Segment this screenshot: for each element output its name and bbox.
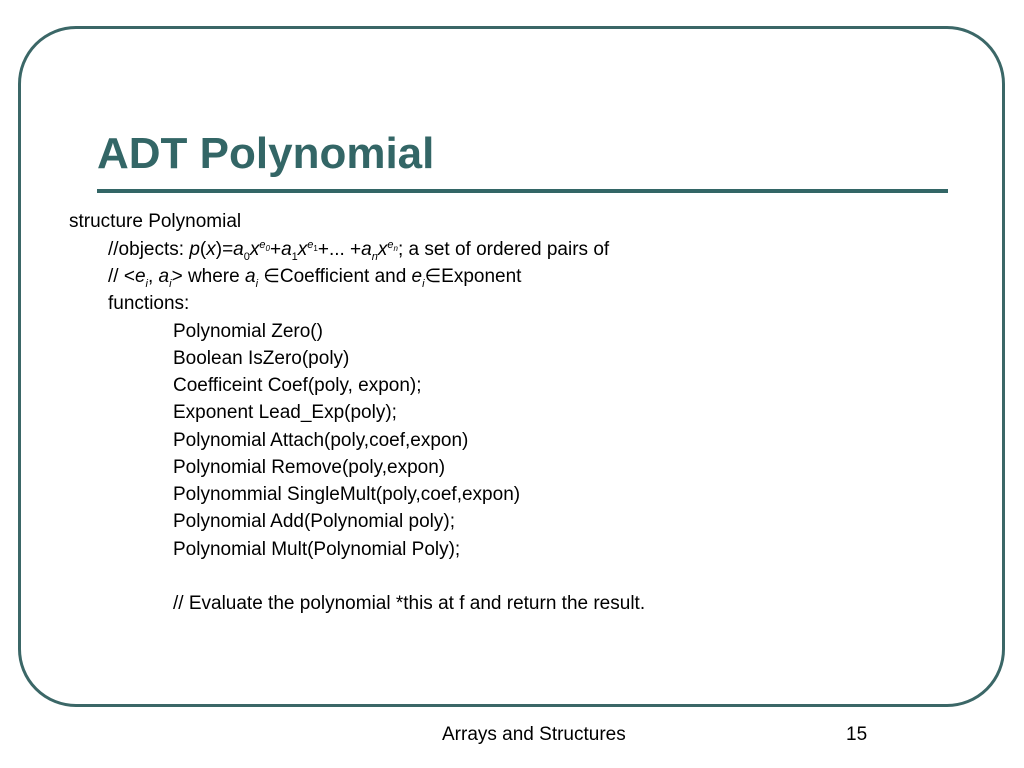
function-item: Exponent Lead_Exp(poly); bbox=[173, 402, 397, 423]
slide-title: ADT Polynomial bbox=[97, 129, 435, 178]
structure-line: structure Polynomial bbox=[69, 211, 242, 232]
function-item: Boolean IsZero(poly) bbox=[173, 348, 350, 369]
footer-title: Arrays and Structures bbox=[442, 724, 626, 745]
function-item: Polynomial Attach(poly,coef,expon) bbox=[173, 430, 469, 451]
function-item: Polynomial Zero() bbox=[173, 321, 323, 342]
page-number: 15 bbox=[846, 724, 868, 745]
function-item: Coefficeint Coef(poly, expon); bbox=[173, 375, 422, 396]
evaluate-comment: // Evaluate the polynomial *this at f and return the result. bbox=[173, 593, 646, 614]
function-item: Polynomial Mult(Polynomial Poly); bbox=[173, 539, 461, 560]
function-item: Polynomial Remove(poly,expon) bbox=[173, 457, 446, 478]
function-item: Polynomial Add(Polynomial poly); bbox=[173, 511, 455, 532]
function-item: Polynommial SingleMult(poly,coef,expon) bbox=[173, 484, 521, 505]
functions-label: functions: bbox=[108, 293, 190, 314]
objects-line: //objects: $p(x)=a_0x^{e_0}+a_1x^{e_1}+$... $+a_nx^{e_n}$; a set of ordered pairs of bbox=[108, 238, 610, 263]
pairs-line: // $<e_i$, $a_i>$ where $a_i$ ∈Coefficient and $e_i\in Exponent$ bbox=[108, 266, 522, 290]
